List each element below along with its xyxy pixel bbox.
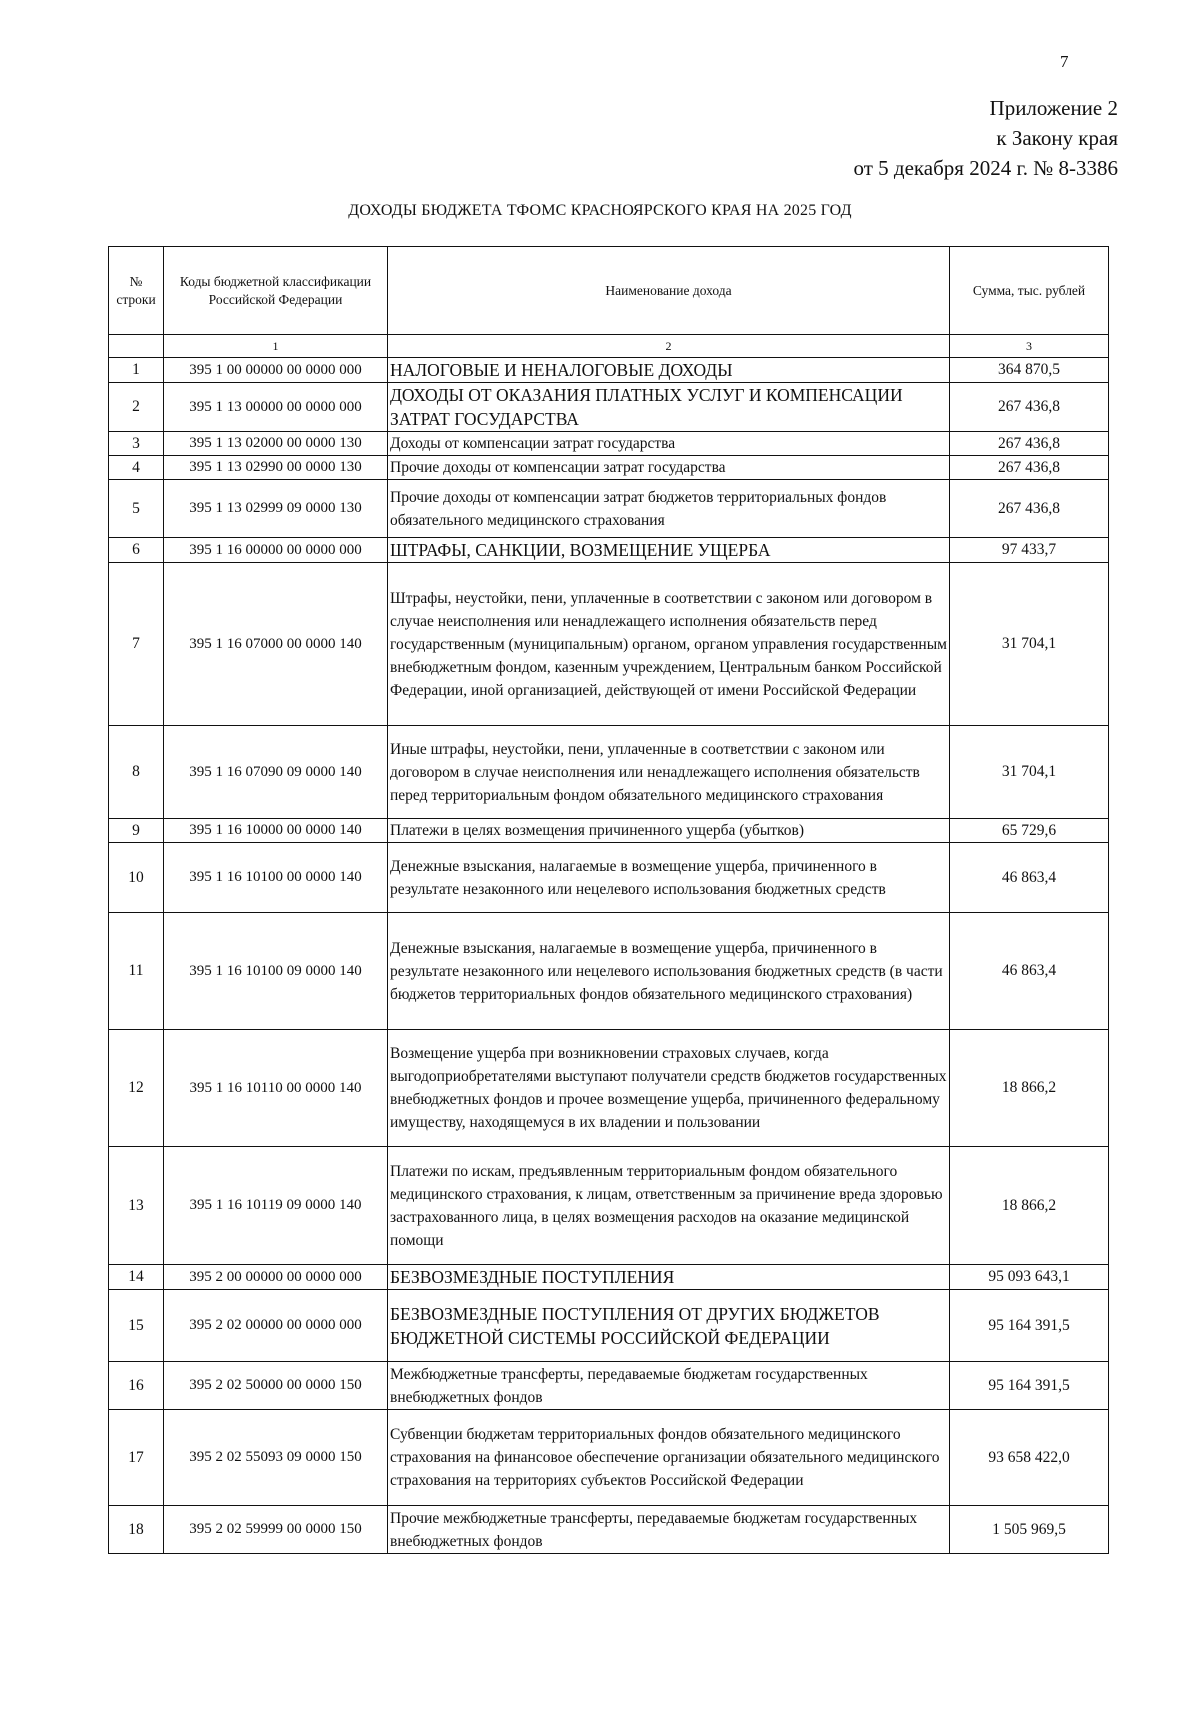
table-row bbox=[109, 1506, 1109, 1554]
row-sum: 46 863,4 bbox=[950, 913, 1109, 1030]
row-code: 395 1 16 07000 00 0000 140 bbox=[164, 563, 388, 726]
table-row bbox=[109, 538, 1109, 563]
table-row bbox=[109, 1265, 1109, 1290]
page-number: 7 bbox=[1060, 52, 1069, 71]
table-row bbox=[109, 1030, 1109, 1147]
row-name: Возмещение ущерба при возникновении страховых случаев, когда выгодоприобретателями выступают получатели средств бюджетов государственных внебюджетных фондов и прочее возмещение ущерба, причиненного федеральному имуществу, находящемуся в их владении и пользовании bbox=[388, 1030, 950, 1147]
row-num: 11 bbox=[109, 913, 164, 1030]
table-row bbox=[109, 432, 1109, 456]
header-name: Наименование дохода bbox=[388, 247, 950, 335]
row-num: 14 bbox=[109, 1265, 164, 1290]
row-name: Межбюджетные трансферты, передаваемые бюджетам государственных внебюджетных фондов bbox=[388, 1362, 950, 1410]
row-num: 6 bbox=[109, 538, 164, 563]
column-number-2: 2 bbox=[388, 335, 950, 358]
row-name: Прочие доходы от компенсации затрат государства bbox=[388, 456, 950, 480]
row-num: 12 bbox=[109, 1030, 164, 1147]
row-name: Прочие межбюджетные трансферты, передаваемые бюджетам государственных внебюджетных фондов bbox=[388, 1506, 950, 1554]
row-code: 395 1 16 00000 00 0000 000 bbox=[164, 538, 388, 563]
row-code: 395 1 16 10000 00 0000 140 bbox=[164, 819, 388, 843]
annex-line-3: от 5 декабря 2024 г. № 8-3386 bbox=[853, 156, 1118, 180]
row-name: Платежи по искам, предъявленным территориальным фондом обязательного медицинского страхования, к лицам, ответственным за причинение вреда здоровью застрахованного лица, в целях возмещения расходов на оказание медицинской помощи bbox=[388, 1147, 950, 1265]
row-num: 3 bbox=[109, 432, 164, 456]
row-name: БЕЗВОЗМЕЗДНЫЕ ПОСТУПЛЕНИЯ ОТ ДРУГИХ БЮДЖЕТОВ БЮДЖЕТНОЙ СИСТЕМЫ РОССИЙСКОЙ ФЕДЕРАЦИИ bbox=[388, 1290, 950, 1362]
row-sum: 18 866,2 bbox=[950, 1147, 1109, 1265]
row-name: Субвенции бюджетам территориальных фондов обязательного медицинского страхования на финансовое обеспечение организации обязательного медицинского страхования на территориях субъектов Российской Федерации bbox=[388, 1410, 950, 1506]
row-num: 7 bbox=[109, 563, 164, 726]
row-sum: 267 436,8 bbox=[950, 456, 1109, 480]
row-num: 16 bbox=[109, 1362, 164, 1410]
row-sum: 93 658 422,0 bbox=[950, 1410, 1109, 1506]
table-row bbox=[109, 843, 1109, 913]
table-row bbox=[109, 1362, 1109, 1410]
row-name: ДОХОДЫ ОТ ОКАЗАНИЯ ПЛАТНЫХ УСЛУГ И КОМПЕНСАЦИИ ЗАТРАТ ГОСУДАРСТВА bbox=[388, 383, 950, 432]
row-code: 395 1 16 10110 00 0000 140 bbox=[164, 1030, 388, 1147]
column-number-3: 3 bbox=[950, 335, 1109, 358]
table-row bbox=[109, 913, 1109, 1030]
row-name: НАЛОГОВЫЕ И НЕНАЛОГОВЫЕ ДОХОДЫ bbox=[388, 358, 950, 383]
row-code: 395 1 00 00000 00 0000 000 bbox=[164, 358, 388, 383]
row-name: Прочие доходы от компенсации затрат бюджетов территориальных фондов обязательного медицинского страхования bbox=[388, 480, 950, 538]
income-table bbox=[108, 246, 1109, 1554]
row-num: 1 bbox=[109, 358, 164, 383]
table-row bbox=[109, 1290, 1109, 1362]
row-num: 18 bbox=[109, 1506, 164, 1554]
row-sum: 46 863,4 bbox=[950, 843, 1109, 913]
row-name: Иные штрафы, неустойки, пени, уплаченные в соответствии с законом или договором в случае неисполнения или ненадлежащего исполнения обязательств перед территориальным фондом обязательного медицинского страхования bbox=[388, 726, 950, 819]
row-sum: 18 866,2 bbox=[950, 1030, 1109, 1147]
row-name: Денежные взыскания, налагаемые в возмещение ущерба, причиненного в результате незаконного или нецелевого использования бюджетных средств (в части бюджетов территориальных фондов обязательного медицинского страхования) bbox=[388, 913, 950, 1030]
row-name: Штрафы, неустойки, пени, уплаченные в соответствии с законом или договором в случае неисполнения или ненадлежащего исполнения обязательств перед государственным (муниципальным) органом, органом управления государственным внебюджетным фондом, казенным учреждением, Центральным банком Российской Федерации, иной организацией, действующей от имени Российской Федерации bbox=[388, 563, 950, 726]
row-sum: 267 436,8 bbox=[950, 383, 1109, 432]
row-sum: 267 436,8 bbox=[950, 432, 1109, 456]
row-sum: 31 704,1 bbox=[950, 563, 1109, 726]
row-code: 395 2 02 00000 00 0000 000 bbox=[164, 1290, 388, 1362]
row-name: ШТРАФЫ, САНКЦИИ, ВОЗМЕЩЕНИЕ УЩЕРБА bbox=[388, 538, 950, 563]
row-sum: 267 436,8 bbox=[950, 480, 1109, 538]
annex-line-1: Приложение 2 bbox=[989, 96, 1118, 120]
column-number-row bbox=[109, 335, 1109, 358]
annex-block bbox=[854, 93, 1118, 183]
row-num: 5 bbox=[109, 480, 164, 538]
table-row bbox=[109, 1147, 1109, 1265]
row-code: 395 1 16 07090 09 0000 140 bbox=[164, 726, 388, 819]
row-code: 395 1 13 02000 00 0000 130 bbox=[164, 432, 388, 456]
row-sum: 364 870,5 bbox=[950, 358, 1109, 383]
table-row bbox=[109, 726, 1109, 819]
table-row bbox=[109, 358, 1109, 383]
row-sum: 95 093 643,1 bbox=[950, 1265, 1109, 1290]
row-name: БЕЗВОЗМЕЗДНЫЕ ПОСТУПЛЕНИЯ bbox=[388, 1265, 950, 1290]
table-row bbox=[109, 563, 1109, 726]
row-name: Доходы от компенсации затрат государства bbox=[388, 432, 950, 456]
row-num: 4 bbox=[109, 456, 164, 480]
header-code: Коды бюджетной классификации Российской Федерации bbox=[164, 247, 388, 335]
annex-line-2: к Закону края bbox=[996, 126, 1118, 150]
row-code: 395 2 02 50000 00 0000 150 bbox=[164, 1362, 388, 1410]
row-code: 395 1 13 00000 00 0000 000 bbox=[164, 383, 388, 432]
row-sum: 1 505 969,5 bbox=[950, 1506, 1109, 1554]
row-num: 2 bbox=[109, 383, 164, 432]
row-code: 395 1 13 02990 00 0000 130 bbox=[164, 456, 388, 480]
row-code: 395 2 02 59999 00 0000 150 bbox=[164, 1506, 388, 1554]
row-sum: 31 704,1 bbox=[950, 726, 1109, 819]
document-title: ДОХОДЫ БЮДЖЕТА ТФОМС КРАСНОЯРСКОГО КРАЯ НА 2025 ГОД bbox=[348, 202, 852, 219]
row-sum: 95 164 391,5 bbox=[950, 1290, 1109, 1362]
row-num: 15 bbox=[109, 1290, 164, 1362]
row-num: 10 bbox=[109, 843, 164, 913]
column-number-1: 1 bbox=[164, 335, 388, 358]
row-sum: 65 729,6 bbox=[950, 819, 1109, 843]
row-code: 395 1 13 02999 09 0000 130 bbox=[164, 480, 388, 538]
header-row bbox=[109, 247, 1109, 335]
table-row bbox=[109, 456, 1109, 480]
row-sum: 97 433,7 bbox=[950, 538, 1109, 563]
header-num: № строки bbox=[109, 247, 164, 335]
table-row bbox=[109, 1410, 1109, 1506]
row-name: Денежные взыскания, налагаемые в возмещение ущерба, причиненного в результате незаконного или нецелевого использования бюджетных средств bbox=[388, 843, 950, 913]
row-num: 8 bbox=[109, 726, 164, 819]
table-row bbox=[109, 383, 1109, 432]
table-row bbox=[109, 480, 1109, 538]
column-number-empty bbox=[109, 335, 164, 358]
row-num: 13 bbox=[109, 1147, 164, 1265]
table-row bbox=[109, 819, 1109, 843]
row-code: 395 2 00 00000 00 0000 000 bbox=[164, 1265, 388, 1290]
row-sum: 95 164 391,5 bbox=[950, 1362, 1109, 1410]
row-name: Платежи в целях возмещения причиненного ущерба (убытков) bbox=[388, 819, 950, 843]
header-sum: Сумма, тыс. рублей bbox=[950, 247, 1109, 335]
row-code: 395 1 16 10119 09 0000 140 bbox=[164, 1147, 388, 1265]
row-code: 395 1 16 10100 00 0000 140 bbox=[164, 843, 388, 913]
row-num: 9 bbox=[109, 819, 164, 843]
row-code: 395 1 16 10100 09 0000 140 bbox=[164, 913, 388, 1030]
row-num: 17 bbox=[109, 1410, 164, 1506]
row-code: 395 2 02 55093 09 0000 150 bbox=[164, 1410, 388, 1506]
